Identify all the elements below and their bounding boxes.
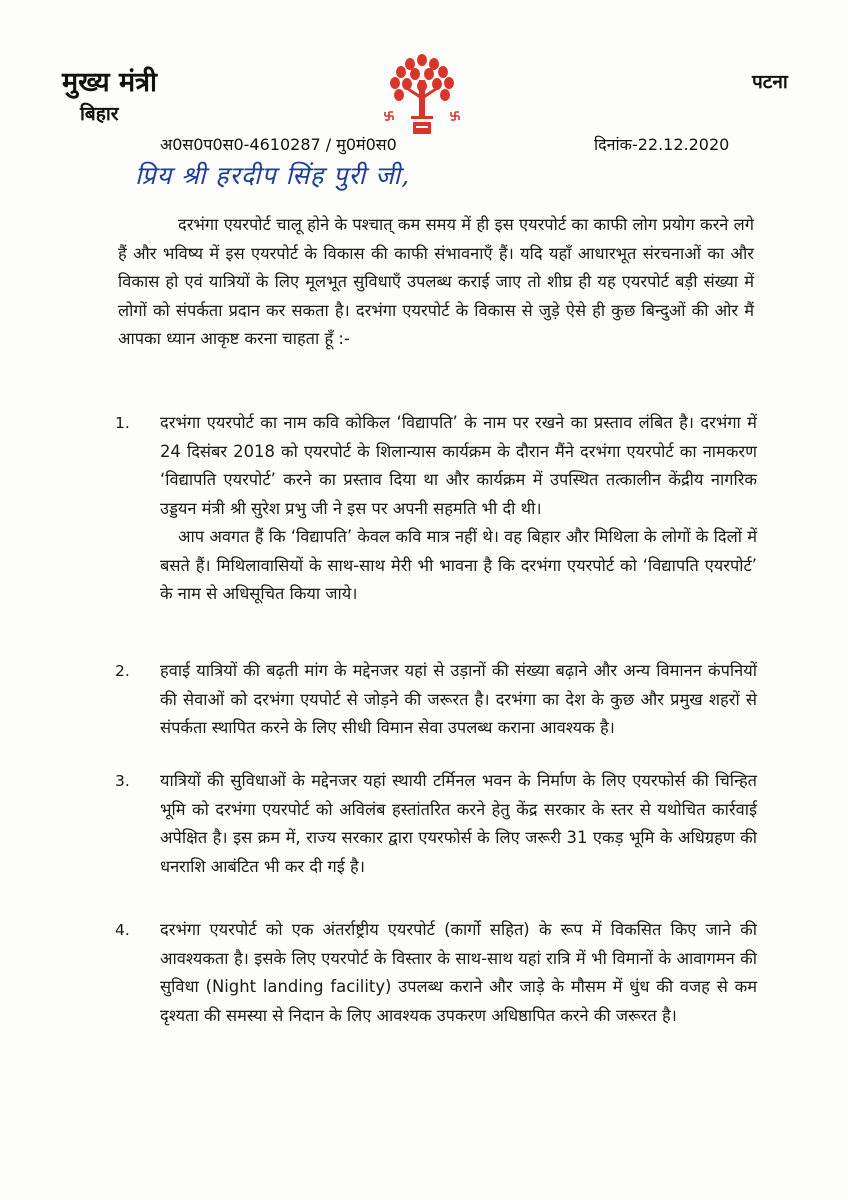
point-4 bbox=[115, 916, 757, 1030]
point-1 bbox=[115, 409, 757, 609]
point-text-continued: आप अवगत हैं कि ‘विद्यापति’ केवल कवि मात्र नहीं थे। वह बिहार और मिथिला के लोगों के दिलों में बसते हैं। मिथिलावासियों के साथ-साथ मेरी भी भावना है कि दरभंगा एयरपोर्ट को ‘विद्यापति एयरपोर्ट’ के नाम से अधिसूचित किया जाये। bbox=[160, 527, 757, 603]
point-number: 4. bbox=[115, 921, 130, 939]
point-number: 3. bbox=[115, 772, 130, 790]
point-text: यात्रियों की सुविधाओं के मद्देनजर यहां स्थायी टर्मिनल भवन के निर्माण के लिए एयरफोर्स की चिन्हित भूमि को दरभंगा एयरपोर्ट को अविलंब हस्तांतरित करने हेतु केंद्र सरकार के स्तर से यथोचित कार्रवाई अपेक्षित है। इस क्रम में, राज्य सरकार द्वारा एयरफोर्स के लिए जरूरी 31 एकड़ भूमि के अधिग्रहण की धनराशि आबंटित भी कर दी गई है। bbox=[160, 771, 757, 876]
bihar-emblem-icon bbox=[377, 50, 467, 140]
letterhead-city: पटना bbox=[752, 71, 788, 93]
point-text: दरभंगा एयरपोर्ट का नाम कवि कोकिल ‘विद्यापति’ के नाम पर रखने का प्रस्ताव लंबित है। दरभंगा में 24 दिसंबर 2018 को एयरपोर्ट के शिलान्यास कार्यक्रम के दौरान मैंने दरभंगा एयरपोर्ट का नामकरण ‘विद्यापति एयरपोर्ट’ करने का प्रस्ताव दिया था और कार्यक्रम में उपस्थित तत्कालीन केंद्रीय नागरिक उड्डयन मंत्री श्री सुरेश प्रभु जी ने इस पर अपनी सहमति भी दी थी। bbox=[160, 413, 757, 518]
point-number: 1. bbox=[115, 414, 130, 432]
point-number: 2. bbox=[115, 662, 130, 680]
letterhead-title: मुख्य मंत्री bbox=[62, 67, 158, 98]
letter-date: दिनांक-22.12.2020 bbox=[594, 135, 730, 154]
intro-paragraph: दरभंगा एयरपोर्ट चालू होने के पश्चात् कम समय में ही इस एयरपोर्ट का काफी लोग प्रयोग करने लगे हैं और भविष्य में इस एयरपोर्ट के विकास की काफी संभावनाएँ हैं। यदि यहाँ आधारभूत संरचनाओं का और विकास हो एवं यात्रियों के लिए मूलभूत सुविधाएँ उपलब्ध कराई जाए तो शीघ्र ही यह एयरपोर्ट बड़ी संख्या में लोगों को संपर्कता प्रदान कर सकता है। दरभंगा एयरपोर्ट के विकास से जुड़े ऐसे ही कुछ बिन्दुओं की ओर मैं आपका ध्यान आकृष्ट करना चाहता हूँ :- bbox=[118, 215, 754, 348]
handwritten-salutation: प्रिय श्री हरदीप सिंह पुरी जी, bbox=[135, 161, 411, 190]
reference-number: अ0स0प0स0-4610287 / मु0मं0स0 bbox=[160, 135, 397, 154]
point-3 bbox=[115, 767, 757, 881]
letterhead-subtitle: बिहार bbox=[80, 103, 119, 125]
point-2 bbox=[115, 657, 757, 743]
point-text: दरभंगा एयरपोर्ट को एक अंतर्राष्ट्रीय एयरपोर्ट (कार्गो सहित) के रूप में विकसित किए जाने की आवश्यकता है। इसके लिए एयरपोर्ट के विस्तार के साथ-साथ यहां रात्रि में भी विमानों के आवागमन की सुविधा (Night landing facility) उपलब्ध कराने और जाड़े के मौसम में धुंध की वजह से कम दृश्यता की समस्या से निदान के लिए आवश्यक उपकरण अधिष्ठापित करने की जरूरत है। bbox=[160, 920, 757, 1025]
point-text: हवाई यात्रियों की बढ़ती मांग के मद्देनजर यहां से उड़ानों की संख्या बढ़ाने और अन्य विमानन कंपनियों की सेवाओं को दरभंगा एयपोर्ट से जोड़ने की जरूरत है। दरभंगा का देश के कुछ और प्रमुख शहरों से संपर्कता स्थापित करने के लिए सीधी विमान सेवा उपलब्ध कराना आवश्यक है। bbox=[160, 661, 757, 737]
